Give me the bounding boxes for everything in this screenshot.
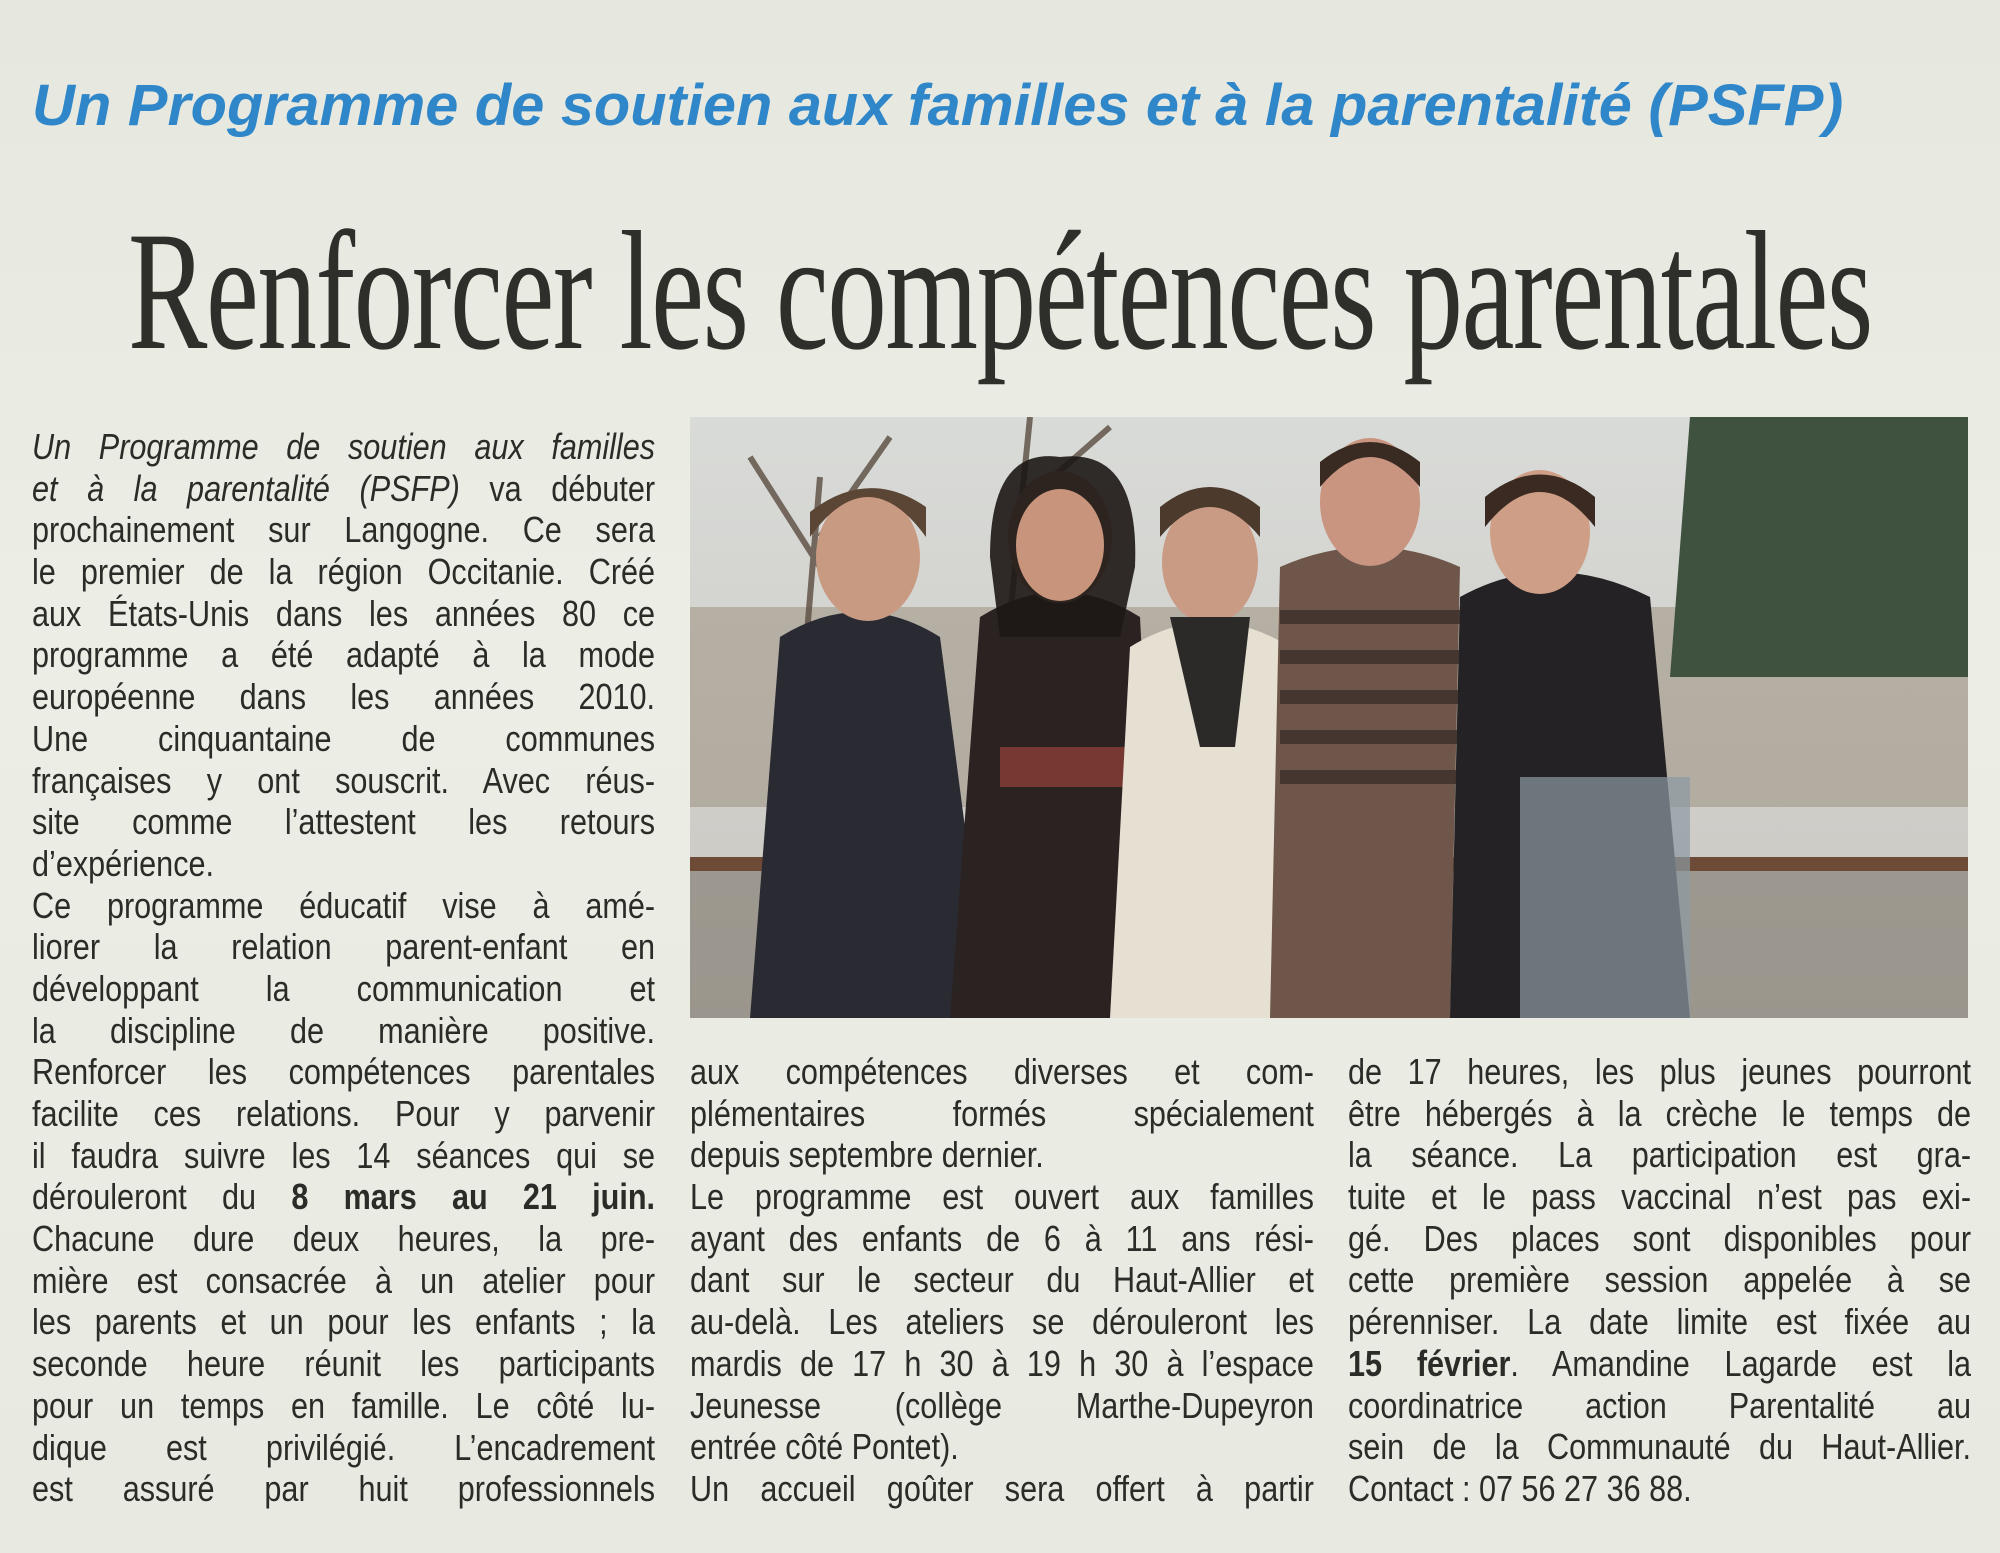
- text-line: Le programme est ouvert aux familles: [690, 1176, 1314, 1218]
- text-line: de 17 heures, les plus jeunes pourront: [1348, 1051, 1972, 1092]
- group-photo-illustration: [690, 417, 1968, 1018]
- text-line: dant sur le secteur du Haut-Allier et: [690, 1259, 1314, 1301]
- text-line: françaises y ont souscrit. Avec réus-: [32, 759, 656, 801]
- text-line: Une cinquantaine de communes: [32, 717, 656, 759]
- article-column-middle: [690, 1051, 1314, 1510]
- article-column-left: [32, 426, 655, 1510]
- text-line: il faudra suivre les 14 séances qui se: [32, 1134, 656, 1176]
- italic-text: et à la parentalité (PSFP): [32, 467, 460, 509]
- text-line: dique est privilégié. L’encadrement: [32, 1426, 656, 1468]
- text-line: seconde heure réunit les participants: [32, 1343, 656, 1385]
- text-line: Renforcer les compétences parentales: [32, 1051, 656, 1093]
- text-line: aux compétences diverses et com-: [690, 1051, 1314, 1092]
- text-line: cette première session appelée à se: [1348, 1259, 1972, 1301]
- text-line: aux États-Unis dans les années 80 ce: [32, 592, 656, 634]
- text-line: prochainement sur Langogne. Ce sera: [32, 509, 656, 551]
- text-line: développant la communication et: [32, 967, 656, 1009]
- text-line: coordinatrice action Parentalité au: [1348, 1384, 1972, 1426]
- text-line: la séance. La participation est gra-: [1348, 1134, 1972, 1176]
- text-line: [32, 468, 655, 510]
- text-line: le premier de la région Occitanie. Créé: [32, 551, 656, 593]
- text-line: Un accueil goûter sera offert à partir: [690, 1467, 1314, 1509]
- text-line: au-delà. Les ateliers se dérouleront les: [690, 1301, 1314, 1343]
- text-line: être hébergés à la crèche le temps de: [1348, 1092, 1972, 1134]
- text-line: programme a été adapté à la mode: [32, 634, 656, 676]
- text-line: mardis de 17 h 30 à 19 h 30 à l’espace: [690, 1342, 1314, 1384]
- text-line: tuite et le pass vaccinal n’est pas exi-: [1348, 1176, 1972, 1218]
- text-line: mière est consacrée à un atelier pour: [32, 1259, 656, 1301]
- text-span: dérouleront du: [32, 1176, 292, 1218]
- text-line: pour un temps en famille. Le côté lu-: [32, 1384, 656, 1426]
- italic-text: Un Programme de soutien aux familles: [32, 426, 656, 467]
- text-span: va débuter: [459, 467, 656, 509]
- text-line: les parents et un pour les enfants ; la: [32, 1301, 656, 1343]
- bold-text: 8 mars au 21 juin.: [291, 1176, 656, 1218]
- text-line: [1348, 1343, 1971, 1385]
- text-line: liorer la relation parent-enfant en: [32, 926, 656, 968]
- bold-text: 15 février: [1348, 1342, 1511, 1384]
- article-column-right: [1348, 1051, 1971, 1510]
- article-headline: Renforcer les compétences parentales: [128, 197, 1872, 385]
- evergreen-tree: [1670, 417, 1968, 677]
- text-line: depuis septembre dernier.: [690, 1134, 1044, 1176]
- text-line: d’expérience.: [32, 842, 215, 884]
- text-line: facilite ces relations. Pour y parvenir: [32, 1093, 656, 1134]
- text-line: est assuré par huit professionnels: [32, 1468, 656, 1510]
- text-line: Contact : 07 56 27 36 88.: [1348, 1467, 1692, 1509]
- text-line: site comme l’attestent les retours: [32, 801, 656, 843]
- text-line: [32, 1176, 655, 1218]
- text-line: [32, 426, 655, 468]
- text-line: sein de la Communauté du Haut-Allier.: [1348, 1426, 1972, 1468]
- text-line: gé. Des places sont disponibles pour: [1348, 1217, 1972, 1259]
- text-line: entrée côté Pontet).: [690, 1426, 959, 1468]
- article-kicker: Un Programme de soutien aux familles et à la parentalité (PSFP): [32, 73, 1844, 138]
- text-line: Chacune dure deux heures, la pre-: [32, 1218, 656, 1260]
- text-line: Ce programme éducatif vise à amé-: [32, 884, 656, 926]
- text-line: pérenniser. La date limite est fixée au: [1348, 1301, 1972, 1343]
- text-line: européenne dans les années 2010.: [32, 676, 656, 718]
- text-line: plémentaires formés spécialement: [690, 1092, 1314, 1134]
- article-photo: [690, 417, 1968, 1018]
- text-span: . Amandine Lagarde est la: [1510, 1342, 1972, 1384]
- text-line: ayant des enfants de 6 à 11 ans rési-: [690, 1217, 1314, 1259]
- text-line: la discipline de manière positive.: [32, 1009, 656, 1051]
- text-line: Jeunesse (collège Marthe-Dupeyron: [690, 1384, 1314, 1426]
